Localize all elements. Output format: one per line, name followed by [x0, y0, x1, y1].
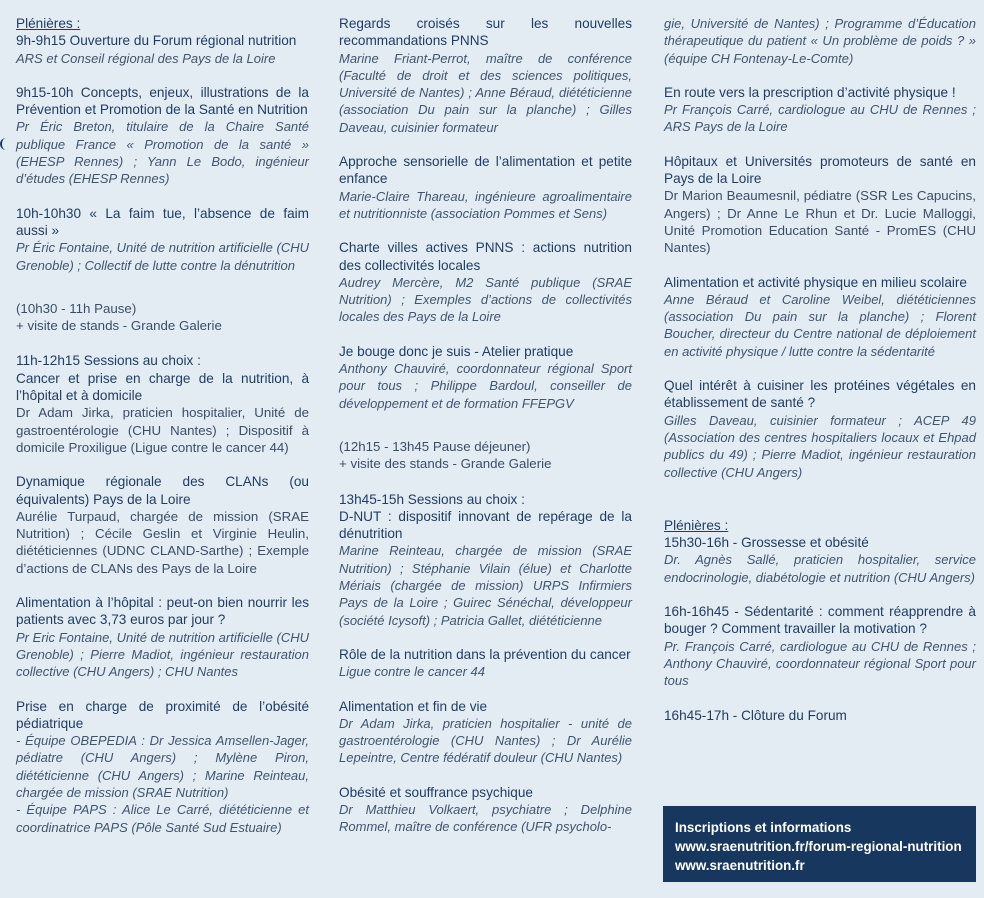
session-activite-physique-speakers: Pr François Carré, cardiologue au CHU de Rennes ; ARS Pays de la Loire [664, 102, 976, 135]
pause-1-visit: + visite de stands - Grande Galerie [16, 318, 222, 334]
session-pnns-title: Regards croisés sur les nouvelles recommandations PNNS [339, 16, 632, 49]
info-box [663, 806, 976, 882]
session-proteines-title: Quel intérêt à cuisiner les protéines végétales en établissement de santé ? [664, 378, 976, 411]
session-fin-de-vie-speakers: Dr Adam Jirka, praticien hospitalier - unité de gastroentérologie (CHU Nantes) ; Dr Aurélie Lepeintre, Centre fédératif douleur (CHU Nantes) [339, 715, 632, 766]
pause-1-time: (10h30 - 11h Pause) [16, 300, 137, 316]
session-pnns-speakers: Marine Friant-Perrot, maître de conférence (Faculté de droit et des sciences politiques, Université de Nantes) ; Anne Béraud, diététicienne (association Du pain sur la planche) ; Gilles Daveau, cuisinier formateur [339, 50, 632, 135]
session-dnut-title: D-NUT : dispositif innovant de repérage de la dénutrition [339, 508, 632, 542]
session-activite-physique-title: En route vers la prescription d’activité physique ! [664, 84, 956, 100]
pause-2-visit: + visite des stands - Grande Galerie [339, 456, 552, 472]
plenary-heading-2: Plénières : [664, 517, 729, 533]
session-dnut-speakers: Marine Reinteau, chargée de mission (SRAE Nutrition) ; Stéphanie Vilain (élue) et Charlotte Mériais (chargée de mission) URPS Infirmiers Pays de la Loire ; Guirec Sénéchal, développeur (société Icysoft) ; Patricia Gallet, diététicienne [339, 543, 632, 628]
info-link-forum[interactable]: www.sraenutrition.fr/forum-regional-nutrition [675, 839, 962, 854]
plenary-opening-speakers: ARS et Conseil régional des Pays de la Loire [16, 50, 276, 66]
session-cancer-prevention-title: Rôle de la nutrition dans la prévention du cancer [339, 646, 631, 662]
session-hopital-speakers: Pr Eric Fontaine, Unité de nutrition artificielle (CHU Grenoble) ; Pierre Madiot, ingénieur restauration collective (CHU Angers) ; CHU Nantes [16, 629, 309, 680]
session-clans-title: Dynamique régionale des CLANs (ou équivalents) Pays de la Loire [16, 474, 309, 507]
page-edge-mark [0, 138, 6, 150]
plenary-concepts-title: 9h15-10h Concepts, enjeux, illustrations de la Prévention et Promotion de la Santé en Nutrition [16, 84, 309, 118]
pause-2-time: (12h15 - 13h45 Pause déjeuner) [339, 438, 531, 454]
session-scolaire-title: Alimentation et activité physique en milieu scolaire [664, 274, 967, 290]
session-obesite-psychique-title: Obésité et souffrance psychique [339, 784, 533, 800]
session-cancer-prevention-speakers: Ligue contre le cancer 44 [339, 664, 485, 680]
plenary-grossesse-speakers: Dr. Agnès Sallé, praticien hospitalier, service endocrinologie, diabétologie et nutrition (CHU Angers) [664, 552, 976, 585]
session-scolaire-speakers: Anne Béraud et Caroline Weibel, diététiciennes (association Du pain sur la planche) ; Florent Boucher, directeur du Centre national de déploiement en activité physique / lutte contre la sédentarité [664, 291, 976, 359]
info-link-site[interactable]: www.sraenutrition.fr [675, 858, 805, 873]
plenary-sedentarite-speakers: Pr. François Carré, cardiologue au CHU de Rennes ; Anthony Chauviré, coordonnateur régional Sport pour tous [664, 638, 976, 689]
session-proteines-speakers: Gilles Daveau, cuisinier formateur ; ACEP 49 (Association des centres hospitaliers locaux et Ehpad publics du 49) ; Pierre Madiot, ingénieur restauration collective (CHU Angers) [664, 412, 976, 480]
session-bouge-speakers: Anthony Chauviré, coordonnateur régional Sport pour tous ; Philippe Bardoul, conseiller de développement et de formation FFEPGV [339, 361, 632, 411]
session-sensorielle-title: Approche sensorielle de l’alimentation et petite enfance [339, 154, 632, 187]
plenary-cloture-title: 16h45-17h - Clôture du Forum [664, 707, 847, 723]
plenary-heading: Plénières : [16, 16, 81, 31]
sessions-heading-2: 13h45-15h Sessions au choix : [339, 491, 525, 507]
plenary-grossesse-title: 15h30-16h - Grossesse et obésité [664, 535, 869, 551]
column-2 [339, 0, 632, 836]
plenary-faim-speakers: Pr Éric Fontaine, Unité de nutrition artificielle (CHU Grenoble) ; Collectif de lutte contre la dénutrition [16, 240, 309, 273]
column-3 [664, 0, 976, 724]
session-hopitaux-title: Hôpitaux et Universités promoteurs de santé en Pays de la Loire [664, 153, 976, 187]
column-1 [16, 0, 309, 836]
plenary-faim-title: 10h-10h30 « La faim tue, l’absence de faim aussi » [16, 205, 309, 238]
session-obesite-pediatrique-title: Prise en charge de proximité de l’obésité pédiatrique [16, 698, 309, 731]
plenary-sedentarite-title: 16h-16h45 - Sédentarité : comment réapprendre à bouger ? Comment travailler la motivation ? [664, 604, 976, 637]
session-cancer-speakers: Dr Adam Jirka, praticien hospitalier, Unité de gastroentérologie (CHU Nantes) ; Dispositif à domicile Proxiligue (Ligue contre le cancer 44) [16, 405, 309, 455]
plenary-opening-title: 9h-9h15 Ouverture du Forum régional nutrition [16, 33, 297, 49]
session-hopital-title: Alimentation à l’hôpital : peut-on bien nourrir les patients avec 3,73 euros par jour ? [16, 595, 309, 628]
session-obesite-psychique-speakers-cont: gie, Université de Nantes) ; Programme d’Éducation thérapeutique du patient « Un problème de poids ? » (équipe CH Fontenay-Le-Comte) [664, 16, 976, 66]
session-fin-de-vie-title: Alimentation et fin de vie [339, 698, 488, 714]
plenary-concepts-speakers: Pr Éric Breton, titulaire de la Chaire Santé publique France « Promotion de la santé » (EHESP Rennes) ; Yann Le Bodo, ingénieur d’études (EHESP Rennes) [16, 119, 309, 187]
session-obesite-psychique-speakers: Dr Matthieu Volkaert, psychiatre ; Delphine Rommel, maître de conférence (UFR psycholo- [339, 801, 632, 835]
session-charte-speakers: Audrey Mercère, M2 Santé publique (SRAE Nutrition) ; Exemples d’actions de collectivités locales des Pays de la Loire [339, 274, 632, 325]
session-obesite-pediatrique-speakers-a: - Équipe OBEPEDIA : Dr Jessica Amsellen-Jager, pédiatre (CHU Angers) ; Mylène Piron, diététicienne (CHU Angers) ; Marine Reinteau, chargée de mission (SRAE Nutrition) [16, 733, 309, 800]
session-sensorielle-speakers: Marie-Claire Thareau, ingénieure agroalimentaire et nutritionniste (association Pommes et Sens) [339, 188, 632, 221]
session-obesite-pediatrique-speakers-b: - Équipe PAPS : Alice Le Carré, diététicienne et coordinatrice PAPS (Pôle Santé Sud Estuaire) [16, 802, 309, 835]
sessions-heading-1: 11h-12h15 Sessions au choix : [16, 353, 201, 369]
session-cancer-title: Cancer et prise en charge de la nutrition, à l’hôpital et à domicile [16, 370, 309, 404]
session-charte-title: Charte villes actives PNNS : actions nutrition des collectivités locales [339, 240, 632, 273]
info-box-title: Inscriptions et informations [675, 820, 852, 835]
session-hopitaux-speakers: Dr Marion Beaumesnil, pédiatre (SSR Les Capucins, Angers) ; Dr Anne Le Rhun et Dr. Lucie Malloggi, Unité Promotion Education Santé - PromES (CHU Nantes) [664, 188, 976, 256]
session-bouge-title: Je bouge donc je suis - Atelier pratique [339, 343, 574, 359]
session-clans-speakers: Aurélie Turpaud, chargée de mission (SRAE Nutrition) ; Cécile Geslin et Virginie Heulin, diététiciennes (UDNC CLAND-Sarthe) ; Exemple d’actions de CLANs des Pays de la Loire [16, 508, 309, 576]
